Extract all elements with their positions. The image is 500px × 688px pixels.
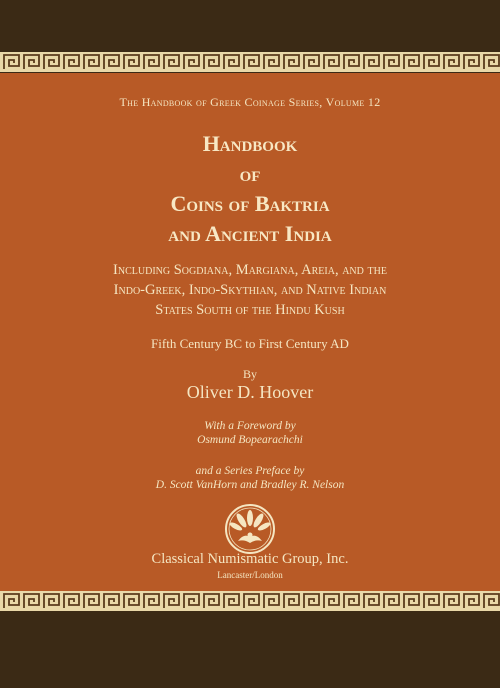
bottom-border-band: [0, 624, 500, 688]
preface-line: D. Scott VanHorn and Bradley R. Nelson: [155, 479, 345, 491]
greek-key-border-bottom: [0, 591, 500, 611]
title-line: of: [239, 161, 261, 186]
book-subtitle: [30, 260, 470, 320]
title-line: and Ancient India: [168, 221, 332, 246]
publisher-name: Classical Numismatic Group, Inc.: [151, 551, 349, 567]
preface-line: and a Series Preface by: [195, 465, 305, 477]
foreword-line: With a Foreword by: [204, 420, 296, 432]
foreword-line: Osmund Bopearachchi: [197, 434, 303, 446]
author-name: Oliver D. Hoover: [186, 382, 314, 402]
subtitle-line: States South of the Hindu Kush: [155, 302, 345, 318]
series-title: The Handbook of Greek Coinage Series, Volume 12: [119, 95, 381, 109]
subtitle-line: Indo-Greek, Indo-Skythian, and Native Indian: [113, 282, 387, 298]
cover-content: [0, 73, 500, 591]
preface-credit: [0, 464, 500, 492]
title-line: Coins of Baktria: [170, 191, 330, 216]
book-title: [0, 129, 500, 249]
foreword-credit: [0, 419, 500, 447]
palmette-icon: [224, 503, 276, 555]
publisher-place: Lancaster/London: [217, 570, 283, 580]
title-line: Handbook: [202, 131, 298, 156]
period-text: Fifth Century BC to First Century AD: [151, 336, 349, 351]
subtitle-line: Including Sogdiana, Margiana, Areia, and the: [113, 262, 387, 278]
greek-key-border-top: [0, 52, 500, 72]
by-label: By: [242, 367, 257, 381]
top-border-band: [0, 0, 500, 52]
